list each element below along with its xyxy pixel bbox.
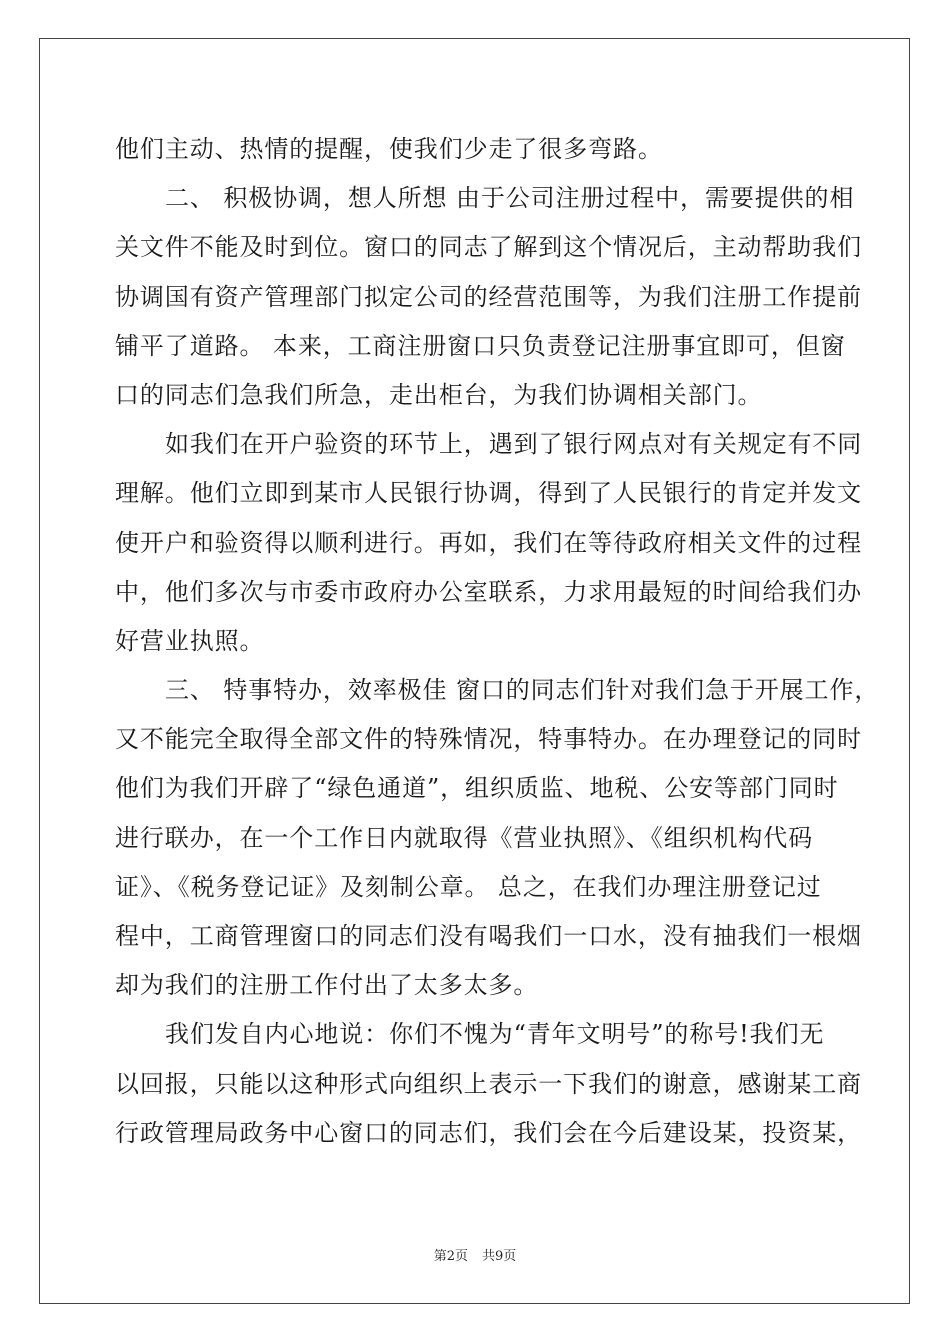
text-line: 口的同志们急我们所急，走出柜台，为我们协调相关部门。: [115, 380, 763, 409]
text-line: 证》、《税务登记证》及刻制公章。 总之，在我们办理注册登记过: [115, 872, 822, 901]
text-line: 三、 特事特办，效率极佳 窗口的同志们针对我们急于开展工作，: [165, 676, 880, 705]
page-footer: [0, 1245, 950, 1264]
text-line: 协调国有资产管理部门拟定公司的经营范围等，为我们注册工作提前: [115, 282, 862, 311]
text-line: 他们主动、热情的提醒，使我们少走了很多弯路。: [115, 135, 663, 163]
text-line: 又不能完全取得全部文件的特殊情况，特事特办。在办理登记的同时: [115, 725, 862, 754]
document-body: [115, 128, 880, 1161]
text-line: 以回报，只能以这种形式向组织上表示一下我们的谢意，感谢某工商: [115, 1069, 862, 1098]
text-line: 使开户和验资得以顺利进行。再如，我们在等待政府相关文件的过程: [115, 528, 862, 557]
text-line: 他们为我们开辟了“绿色通道”，组织质监、地税、公安等部门同时: [115, 774, 839, 803]
text-line: 我们发自内心地说：你们不愧为“青年文明号”的称号!我们无: [165, 1020, 825, 1049]
text-line: 铺平了道路。 本来，工商注册窗口只负责登记注册事宜即可，但窗: [115, 331, 846, 360]
page-total: 共9页: [482, 1249, 517, 1264]
text-line: 好营业执照。: [115, 626, 265, 655]
text-line: 关文件不能及时到位。窗口的同志了解到这个情况后，主动帮助我们: [115, 233, 862, 262]
text-line: 理解。他们立即到某市人民银行协调，得到了人民银行的肯定并发文: [115, 479, 862, 508]
text-line: 却为我们的注册工作付出了太多太多。: [115, 971, 539, 1000]
text-line: 进行联办，在一个工作日内就取得《营业执照》、《组织机构代码: [115, 823, 814, 852]
page-number: 第2页: [433, 1249, 468, 1264]
text-line: 行政管理局政务中心窗口的同志们，我们会在今后建设某，投资某，: [115, 1118, 862, 1147]
text-line: 程中，工商管理窗口的同志们没有喝我们一口水，没有抽我们一根烟: [115, 922, 862, 950]
text-line: 中，他们多次与市委市政府办公室联系，力求用最短的时间给我们办: [115, 577, 862, 606]
text-line: 二、 积极协调，想人所想 由于公司注册过程中，需要提供的相: [165, 184, 855, 213]
text-line: 如我们在开户验资的环节上，遇到了银行网点对有关规定有不同: [165, 430, 863, 459]
